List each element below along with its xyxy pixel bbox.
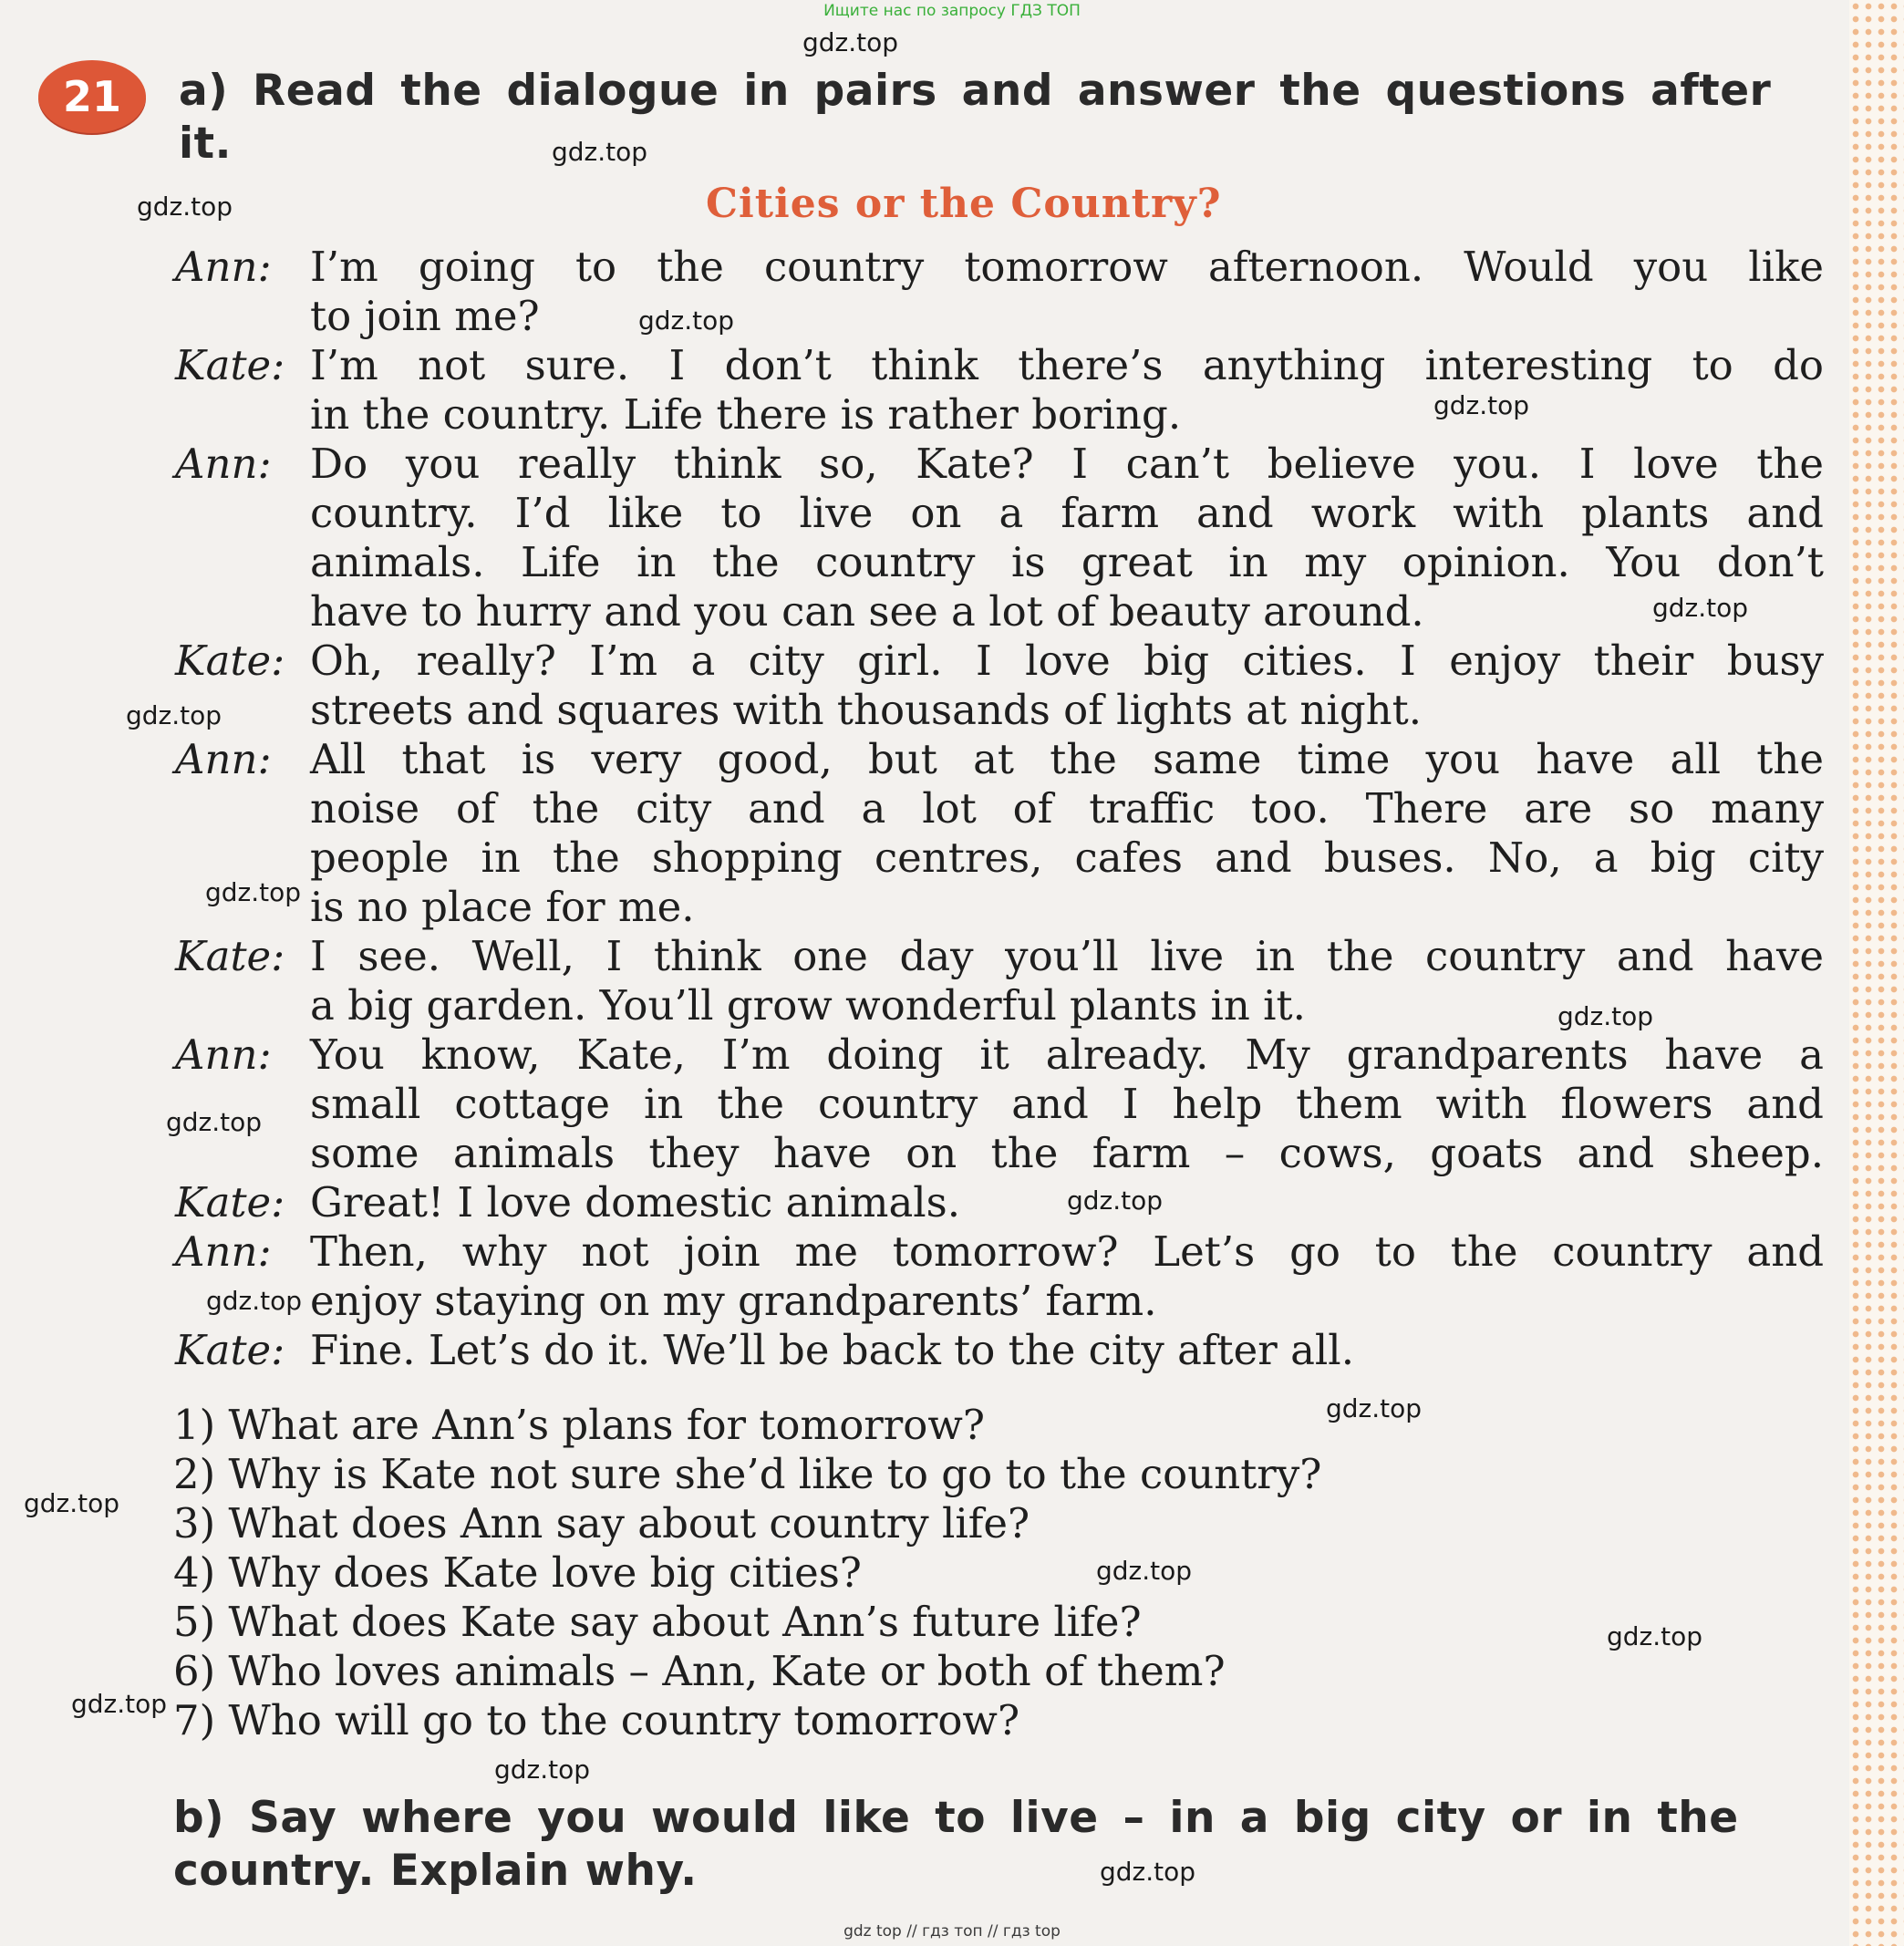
watermark: gdz.top [71,1689,168,1719]
speaker-label: Kate: [175,341,285,389]
watermark: gdz.top [1557,1001,1654,1031]
task-b-instruction: b) Say where you would like to live – in a big city or in the [173,1793,1739,1843]
speaker-label: Kate: [175,637,285,685]
watermark: gdz.top [1096,1556,1193,1586]
task-b-instruction-cont: country. Explain why. [173,1846,698,1896]
dialogue-line: enjoy staying on my grandparents’ farm. [310,1277,1157,1325]
watermark: gdz.top [1100,1857,1196,1887]
dialogue-title: Cities or the Country? [706,181,1222,227]
dialogue-line: I’m not sure. I don’t think there’s anything interesting to do [310,341,1824,389]
question-item: 5) What does Kate say about Ann’s future life? [173,1598,1142,1646]
dialogue-line: streets and squares with thousands of lights at night. [310,686,1422,734]
watermark: gdz.top [1433,390,1530,420]
dialogue-line: Great! I love domestic animals. [310,1178,961,1227]
watermark: gdz.top [552,137,648,167]
speaker-label: Kate: [175,1326,285,1374]
watermark: gdz.top [205,877,302,907]
dialogue-line: a big garden. You’ll grow wonderful plants in it. [310,981,1306,1030]
dialogue-line: I see. Well, I think one day you’ll live in the country and have [310,932,1824,980]
watermark: gdz.top [137,191,233,222]
dialogue-line: You know, Kate, I’m doing it already. My grandparents have a [310,1030,1824,1079]
dialogue-line: noise of the city and a lot of traffic too. There are so many [310,784,1824,833]
dialogue-line: to join me? [310,292,540,340]
watermark: gdz.top [206,1286,303,1316]
dialogue-line: country. I’d like to live on a farm and work with plants and [310,489,1824,537]
task-a-instruction: a) Read the dialogue in pairs and answer the questions after [179,66,1772,116]
dialogue-line: small cottage in the country and I help them with flowers and [310,1080,1824,1128]
question-item: 1) What are Ann’s plans for tomorrow? [173,1401,986,1449]
speaker-label: Ann: [175,1227,272,1276]
question-item: 6) Who loves animals – Ann, Kate or both of them? [173,1647,1226,1695]
watermark: gdz.top [1067,1185,1164,1216]
watermark: gdz.top [494,1755,591,1785]
watermark: gdz.top [1607,1621,1703,1651]
dialogue-line: some animals they have on the farm – cows, goats and sheep. [310,1129,1824,1177]
dialogue-line: animals. Life in the country is great in my opinion. You don’t [310,538,1824,586]
dialogue-line: in the country. Life there is rather boring. [310,390,1182,439]
speaker-label: Ann: [175,735,272,783]
bottom-banner: gdz top // гдз топ // гдз top [843,1922,1061,1941]
watermark: gdz.top [126,700,222,730]
question-item: 4) Why does Kate love big cities? [173,1548,862,1597]
watermark: gdz.top [1326,1393,1423,1423]
speaker-label: Ann: [175,440,272,488]
decorative-dot-strip [1849,0,1904,1946]
speaker-label: Ann: [175,243,272,291]
question-item: 7) Who will go to the country tomorrow? [173,1696,1020,1744]
question-item: 2) Why is Kate not sure she’d like to go to the country? [173,1450,1322,1498]
dialogue-line: I’m going to the country tomorrow afternoon. Would you like [310,243,1824,291]
dialogue-line: All that is very good, but at the same time you have all the [310,735,1824,783]
top-banner: Ищите нас по запросу ГДЗ ТОП [823,2,1081,20]
exercise-number-badge: 21 [38,60,146,133]
watermark: gdz.top [166,1107,263,1137]
task-a-instruction-cont: it. [179,119,232,169]
dialogue-line: is no place for me. [310,883,695,931]
watermark: gdz.top [1652,593,1749,623]
dialogue-line: have to hurry and you can see a lot of beauty around. [310,587,1424,636]
watermark: gdz.top [638,305,735,336]
dialogue-line: Do you really think so, Kate? I can’t believe you. I love the [310,440,1824,488]
dialogue-line: Fine. Let’s do it. We’ll be back to the city after all. [310,1326,1354,1374]
dialogue-line: Oh, really? I’m a city girl. I love big cities. I enjoy their busy [310,637,1824,685]
question-item: 3) What does Ann say about country life? [173,1499,1030,1547]
dialogue-line: people in the shopping centres, cafes and buses. No, a big city [310,833,1824,882]
speaker-label: Ann: [175,1030,272,1079]
speaker-label: Kate: [175,932,285,980]
watermark: gdz.top [24,1488,120,1518]
speaker-label: Kate: [175,1178,285,1227]
watermark: gdz.top [802,27,899,57]
dialogue-line: Then, why not join me tomorrow? Let’s go to the country and [310,1227,1824,1276]
